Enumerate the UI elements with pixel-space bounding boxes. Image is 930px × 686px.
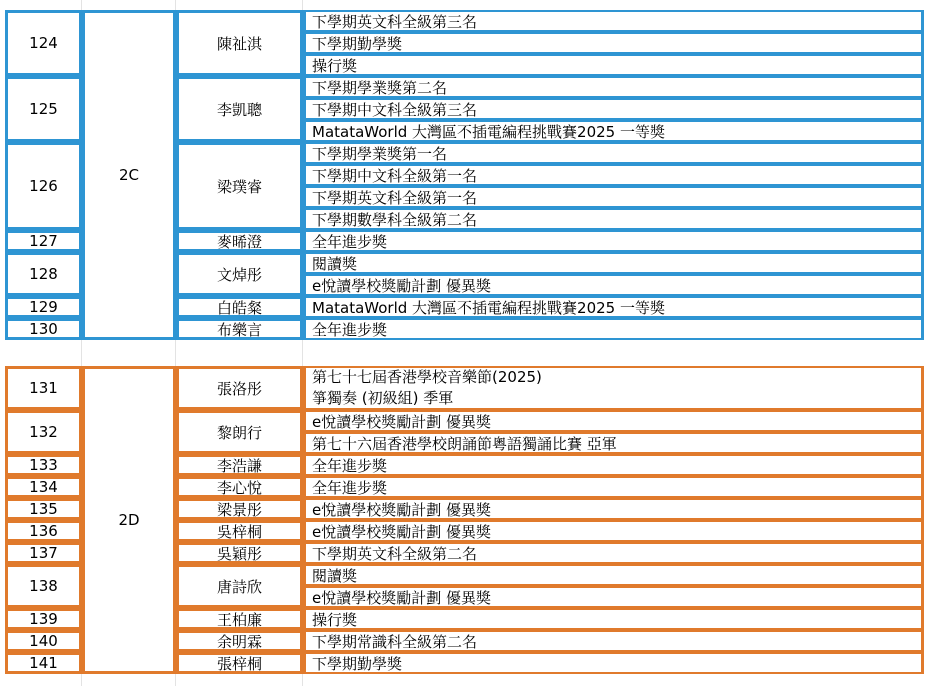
- award-cell: 下學期常識科全級第二名: [303, 630, 924, 652]
- student-number: 131: [5, 366, 82, 410]
- student-name: 梁景彤: [176, 498, 303, 520]
- student-name: 李浩謙: [176, 454, 303, 476]
- award-cell: 閱讀獎: [303, 252, 924, 274]
- award-cell: e悅讀學校獎勵計劃 優異獎: [303, 520, 924, 542]
- student-name: 唐詩欣: [176, 564, 303, 608]
- student-name: 張梓桐: [176, 652, 303, 674]
- award-cell: 下學期勤學獎: [303, 652, 924, 674]
- award-cell: 下學期英文科全級第三名: [303, 10, 924, 32]
- award-cell: 第七十六屆香港學校朗誦節粵語獨誦比賽 亞軍: [303, 432, 924, 454]
- student-name: 布樂言: [176, 318, 303, 340]
- student-number: 140: [5, 630, 82, 652]
- student-name: 吳梓桐: [176, 520, 303, 542]
- student-name: 文焯彤: [176, 252, 303, 296]
- student-number: 127: [5, 230, 82, 252]
- award-cell: 操行獎: [303, 608, 924, 630]
- award-cell: 全年進步獎: [303, 476, 924, 498]
- student-number: 138: [5, 564, 82, 608]
- award-cell: 全年進步獎: [303, 454, 924, 476]
- award-cell: e悅讀學校獎勵計劃 優異獎: [303, 586, 924, 608]
- award-cell: e悅讀學校獎勵計劃 優異獎: [303, 274, 924, 296]
- student-name: 李心悅: [176, 476, 303, 498]
- student-number: 137: [5, 542, 82, 564]
- award-cell: 下學期中文科全級第三名: [303, 98, 924, 120]
- student-number: 130: [5, 318, 82, 340]
- student-name: 王柏廉: [176, 608, 303, 630]
- student-number: 126: [5, 142, 82, 230]
- student-number: 139: [5, 608, 82, 630]
- student-name: 吳穎彤: [176, 542, 303, 564]
- award-line: 箏獨奏 (初級組) 季軍: [312, 389, 454, 407]
- award-cell: 全年進步獎: [303, 318, 924, 340]
- student-number: 125: [5, 76, 82, 142]
- award-cell: MatataWorld 大灣區不插電編程挑戰賽2025 一等獎: [303, 296, 924, 318]
- award-cell: 下學期中文科全級第一名: [303, 164, 924, 186]
- class-cell: 2C: [82, 10, 176, 340]
- student-name: 余明霖: [176, 630, 303, 652]
- award-line: 第七十七屆香港學校音樂節(2025): [312, 368, 542, 386]
- student-name: 黎朗行: [176, 410, 303, 454]
- award-cell: 閱讀獎: [303, 564, 924, 586]
- award-cell: 全年進步獎: [303, 230, 924, 252]
- student-name: 陳祉淇: [176, 10, 303, 76]
- award-cell: 下學期英文科全級第二名: [303, 542, 924, 564]
- student-number: 141: [5, 652, 82, 674]
- award-cell: 下學期勤學獎: [303, 32, 924, 54]
- award-cell: 下學期數學科全級第二名: [303, 208, 924, 230]
- student-number: 134: [5, 476, 82, 498]
- student-number: 124: [5, 10, 82, 76]
- award-cell: 下學期學業獎第二名: [303, 76, 924, 98]
- student-number: 132: [5, 410, 82, 454]
- award-cell: [303, 366, 924, 410]
- award-cell: e悅讀學校獎勵計劃 優異獎: [303, 410, 924, 432]
- student-name: 白皓粲: [176, 296, 303, 318]
- award-cell: 下學期英文科全級第一名: [303, 186, 924, 208]
- award-cell: 下學期學業獎第一名: [303, 142, 924, 164]
- student-number: 128: [5, 252, 82, 296]
- student-number: 136: [5, 520, 82, 542]
- award-cell: 操行獎: [303, 54, 924, 76]
- student-number: 129: [5, 296, 82, 318]
- student-name: 李凱聰: [176, 76, 303, 142]
- student-number: 133: [5, 454, 82, 476]
- student-name: 梁璞睿: [176, 142, 303, 230]
- student-name: 張洛彤: [176, 366, 303, 410]
- class-cell: 2D: [82, 366, 176, 674]
- student-name: 麥晞澄: [176, 230, 303, 252]
- award-cell: e悅讀學校獎勵計劃 優異獎: [303, 498, 924, 520]
- student-number: 135: [5, 498, 82, 520]
- award-cell: MatataWorld 大灣區不插電編程挑戰賽2025 一等獎: [303, 120, 924, 142]
